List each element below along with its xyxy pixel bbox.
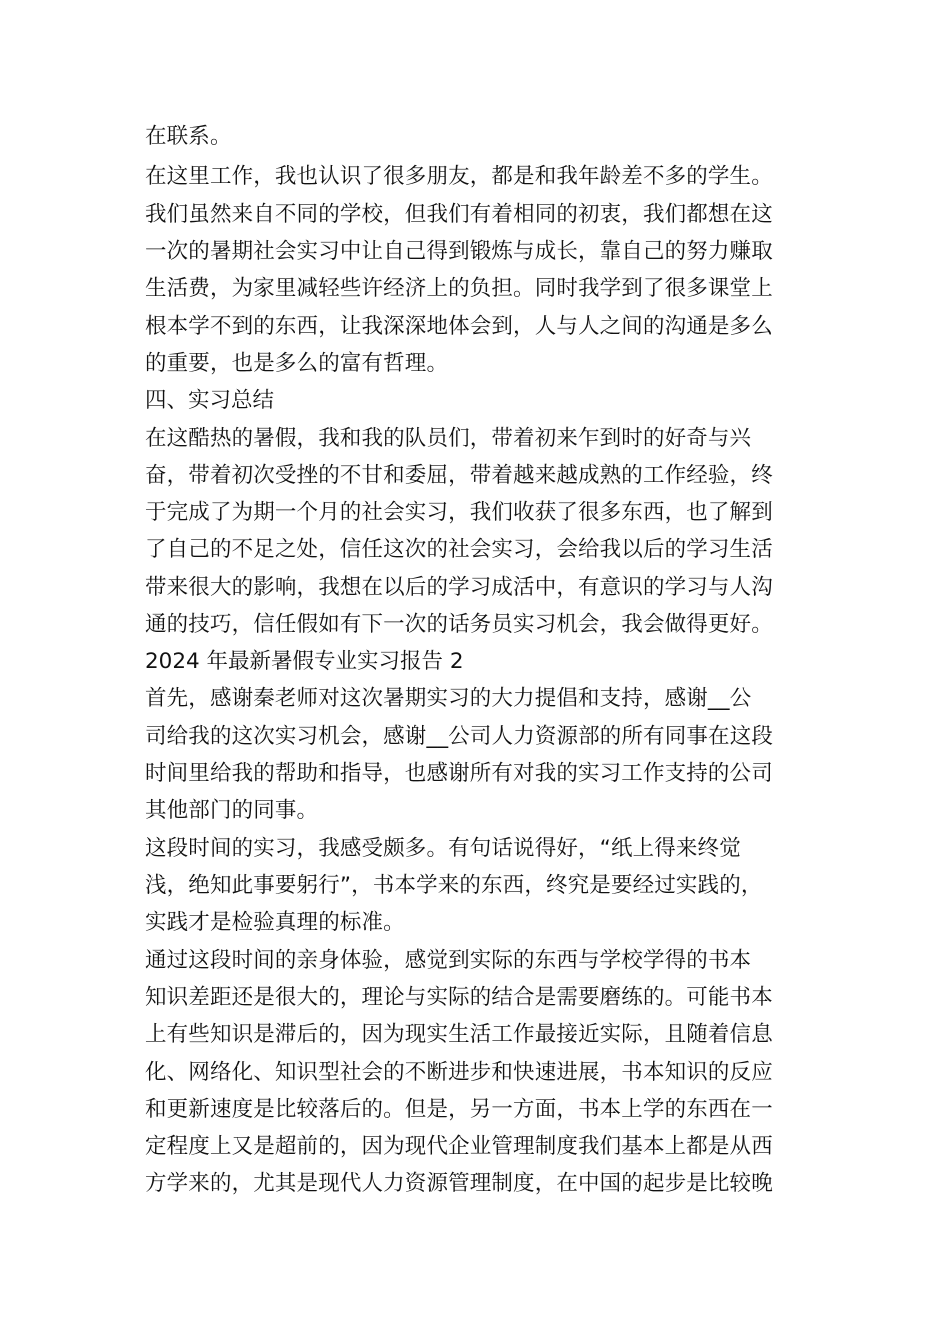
text-line-29: 方学来的，尤其是现代人力资源管理制度，在中国的起步是比较晚: [145, 1171, 773, 1196]
text-line-5: 生活费，为家里减轻些许经济上的负担。同时我学到了很多课堂上: [145, 276, 773, 301]
text-line-7: 的重要，也是多么的富有哲理。: [145, 351, 449, 376]
text-line-9: 在这酷热的暑假，我和我的队员们，带着初来乍到时的好奇与兴: [145, 426, 752, 451]
text-line-25: 上有些知识是滞后的，因为现实生活工作最接近实际，且随着信息: [145, 1022, 773, 1047]
text-line-2: 在这里工作，我也认识了很多朋友，都是和我年龄差不多的学生。: [145, 164, 773, 189]
text-line-16: 首先，感谢秦老师对这次暑期实习的大力提倡和支持，感谢__公: [145, 686, 752, 711]
text-line-13: 带来很大的影响，我想在以后的学习成活中，有意识的学习与人沟: [145, 575, 773, 600]
report-title: 2024 年最新暑假专业实习报告 2: [145, 649, 464, 674]
text-line-17: 司给我的这次实习机会，感谢__公司人力资源部的所有同事在这段: [145, 724, 774, 749]
text-line-12: 了自己的不足之处，信任这次的社会实习，会给我以后的学习生活: [145, 537, 773, 562]
text-line-26: 化、网络化、知识型社会的不断进步和快速进展，书本知识的反应: [145, 1060, 773, 1085]
text-line-21: 浅，绝知此事要躬行”，书本学来的东西，终究是要经过实践的，: [145, 873, 763, 898]
text-line-11: 于完成了为期一个月的社会实习，我们收获了很多东西，也了解到: [145, 500, 773, 525]
text-line-1: 在联系。: [145, 124, 232, 149]
text-line-4: 一次的暑期社会实习中让自己得到锻炼与成长，靠自己的努力赚取: [145, 239, 773, 264]
text-line-6: 根本学不到的东西，让我深深地体会到，人与人之间的沟通是多么: [145, 314, 773, 339]
text-line-23: 通过这段时间的亲身体验，感觉到实际的东西与学校学得的书本: [145, 948, 752, 973]
text-line-20: 这段时间的实习，我感受颇多。有句话说得好，“纸上得来终觉: [145, 836, 741, 861]
text-line-3: 我们虽然来自不同的学校，但我们有着相同的初衷，我们都想在这: [145, 202, 773, 227]
text-line-28: 定程度上又是超前的，因为现代企业管理制度我们基本上都是从西: [145, 1134, 773, 1159]
text-line-19: 其他部门的同事。: [145, 798, 319, 823]
text-line-18: 时间里给我的帮助和指导，也感谢所有对我的实习工作支持的公司: [145, 761, 773, 786]
text-line-24: 知识差距还是很大的，理论与实际的结合是需要磨练的。可能书本: [145, 985, 773, 1010]
text-line-27: 和更新速度是比较落后的。但是，另一方面，书本上学的东西在一: [145, 1097, 773, 1122]
text-line-22: 实践才是检验真理的标准。: [145, 910, 405, 935]
text-line-10: 奋，带着初次受挫的不甘和委屈，带着越来越成熟的工作经验，终: [145, 463, 773, 488]
text-line-14: 通的技巧，信任假如有下一次的话务员实习机会，我会做得更好。: [145, 612, 773, 637]
section-heading-summary: 四、实习总结: [145, 388, 275, 413]
